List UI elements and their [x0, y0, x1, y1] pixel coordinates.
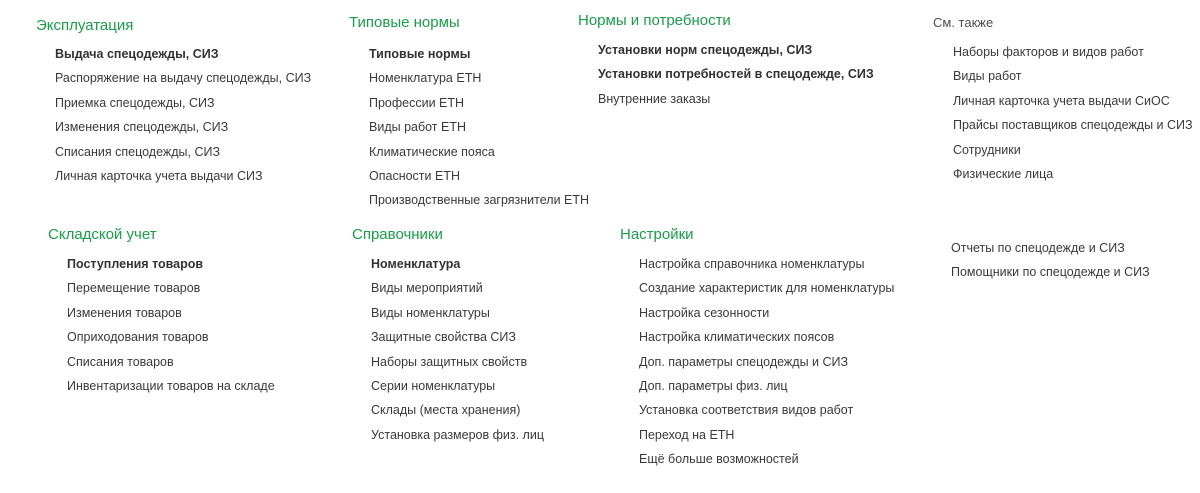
menu-item-priemka-specodezhdy[interactable]: Приемка спецодежды, СИЗ — [55, 95, 215, 110]
section-tipovye-normy — [349, 14, 589, 217]
menu-item-nomenklatura-etn[interactable]: Номенклатура ЕТН — [369, 71, 482, 86]
menu-item-lichnaya-kartochka-siz[interactable]: Личная карточка учета выдачи СИЗ — [55, 168, 263, 183]
section-title-sm-takzhe: См. также — [933, 15, 994, 30]
menu-item-serii-nomenklatury[interactable]: Серии номенклатуры — [371, 378, 496, 393]
menu-item-zashchitnye-svoystva-siz[interactable]: Защитные свойства СИЗ — [371, 330, 516, 345]
menu-item-dop-parametry-fiz-lits[interactable]: Доп. параметры физ. лиц — [639, 378, 788, 393]
menu-item-perekhod-na-etn[interactable]: Переход на ЕТН — [639, 427, 735, 442]
menu-item-spisaniya-specodezhdy[interactable]: Списания спецодежды, СИЗ — [55, 144, 221, 159]
menu-item-nastroyka-sezonnosti[interactable]: Настройка сезонности — [639, 305, 770, 320]
menu-item-nabory-zashchitnykh-svoystv[interactable]: Наборы защитных свойств — [371, 354, 528, 369]
menu-item-izmeneniya-tovarov[interactable]: Изменения товаров — [67, 305, 182, 320]
menu-item-ustanovki-norm[interactable]: Установки норм спецодежды, СИЗ — [598, 43, 813, 57]
menu-item-nomenklatura[interactable]: Номенклатура — [371, 257, 461, 271]
section-title-ekspluatatsiya[interactable]: Эксплуатация — [36, 17, 134, 34]
menu-item-sotrudniki[interactable]: Сотрудники — [953, 142, 1021, 157]
menu-item-eshche-bolshe-vozmozhnostey[interactable]: Ещё больше возможностей — [639, 452, 799, 467]
menu-item-nastroyka-klimaticheskikh-poyasov[interactable]: Настройка климатических поясов — [639, 330, 835, 345]
menu-item-vidy-meropriyatiy[interactable]: Виды мероприятий — [371, 281, 483, 296]
menu-item-ustanovka-sootvetstviya[interactable]: Установка соответствия видов работ — [639, 403, 854, 418]
menu-item-dop-parametry-specodezhdy[interactable]: Доп. параметры спецодежды и СИЗ — [639, 354, 849, 369]
section-title-normy-i-potrebnosti[interactable]: Нормы и потребности — [578, 12, 731, 29]
menu-item-inventarizatsii-tovarov[interactable]: Инвентаризации товаров на складе — [67, 378, 275, 393]
section-sm-takzhe — [933, 14, 1193, 190]
menu-item-praysy-postavshchikov[interactable]: Прайсы поставщиков спецодежды и СИЗ — [953, 118, 1193, 133]
menu-item-lichnaya-kartochka-sios[interactable]: Личная карточка учета выдачи СиОС — [953, 93, 1170, 108]
menu-item-ustanovka-razmerov[interactable]: Установка размеров физ. лиц — [371, 427, 544, 442]
menu-item-izmeneniya-specodezhdy[interactable]: Изменения спецодежды, СИЗ — [55, 120, 229, 135]
section-title-nastroyki[interactable]: Настройки — [620, 226, 694, 243]
menu-item-vidy-nomenklatury[interactable]: Виды номенклатуры — [371, 305, 490, 320]
menu-item-nabory-faktorov[interactable]: Наборы факторов и видов работ — [953, 45, 1144, 59]
section-ekspluatatsiya — [36, 17, 311, 192]
section-spravochniki — [352, 226, 544, 451]
section-normy-i-potrebnosti — [578, 12, 874, 115]
section-skladskoy-uchet — [48, 226, 275, 402]
menu-item-vnutrennie-zakazy[interactable]: Внутренние заказы — [598, 91, 711, 106]
section-title-spravochniki[interactable]: Справочники — [352, 226, 443, 243]
menu-item-sklady[interactable]: Склады (места хранения) — [371, 403, 521, 418]
menu-item-proizvodstvennye-zagryazniteli[interactable]: Производственные загрязнители ЕТН — [369, 193, 590, 208]
menu-item-klimaticheskie-poyasa[interactable]: Климатические пояса — [369, 144, 495, 159]
menu-item-vidy-rabot[interactable]: Виды работ — [953, 69, 1022, 84]
menu-item-spisaniya-tovarov[interactable]: Списания товаров — [67, 354, 174, 369]
menu-item-opasnosti-etn[interactable]: Опасности ЕТН — [369, 168, 460, 183]
section-title-skladskoy-uchet[interactable]: Складской учет — [48, 226, 157, 243]
menu-item-nastroyka-spravochnika[interactable]: Настройка справочника номенклатуры — [639, 257, 865, 271]
menu-item-professii-etn[interactable]: Профессии ЕТН — [369, 95, 465, 110]
menu-item-otchety-po-specodezhde[interactable]: Отчеты по спецодежде и СИЗ — [951, 241, 1125, 255]
menu-item-ustanovki-potrebnostey[interactable]: Установки потребностей в спецодежде, СИЗ — [598, 67, 874, 82]
menu-item-fizicheskie-litsa[interactable]: Физические лица — [953, 166, 1054, 181]
section-otchety — [951, 240, 1150, 289]
section-title-tipovye-normy[interactable]: Типовые нормы — [349, 14, 460, 31]
menu-item-tipovye-normy[interactable]: Типовые нормы — [369, 47, 471, 61]
menu-item-vidy-rabot-etn[interactable]: Виды работ ЕТН — [369, 120, 467, 135]
menu-item-pomoshchniki-po-specodezhde[interactable]: Помощники по спецодежде и СИЗ — [951, 265, 1150, 280]
section-nastroyki — [620, 226, 894, 476]
menu-item-peremeshchenie-tovarov[interactable]: Перемещение товаров — [67, 281, 201, 296]
menu-item-vydacha-specodezhdy[interactable]: Выдача спецодежды, СИЗ — [55, 47, 219, 61]
menu-item-sozdanie-kharakteristik[interactable]: Создание характеристик для номенклатуры — [639, 281, 895, 296]
menu-item-rasporyazhenie-na-vydachu[interactable]: Распоряжение на выдачу спецодежды, СИЗ — [55, 71, 312, 86]
menu-item-oprikhodovaniya-tovarov[interactable]: Оприходования товаров — [67, 330, 209, 345]
menu-item-postupleniya-tovarov[interactable]: Поступления товаров — [67, 257, 204, 271]
